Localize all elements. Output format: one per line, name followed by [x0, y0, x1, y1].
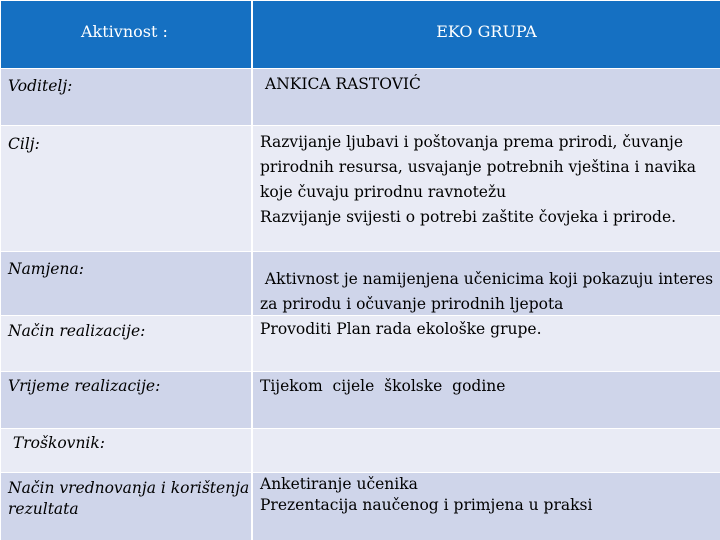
table-row-voditelj — [0, 68, 720, 125]
row-label — [8, 478, 249, 520]
row-value — [260, 267, 713, 317]
value-line: Aktivnost je namijenjena učenicima koji pokazuju interes — [260, 270, 714, 288]
row-value-cell — [251, 68, 720, 125]
row-label-cell — [0, 428, 251, 472]
value-line: Razvijanje svijesti o potrebi zaštite čovjeka i prirode. — [260, 208, 677, 226]
row-value — [260, 130, 696, 230]
row-value: Provoditi Plan rada ekološke grupe. — [260, 320, 542, 338]
value-line: prirodnih resursa, usvajanje potrebnih vještina i navika — [260, 158, 696, 176]
table-row-namjena — [0, 251, 720, 315]
value-line: koje čuvaju prirodnu ravnotežu — [260, 183, 507, 201]
row-label: Voditelj: — [8, 77, 73, 95]
row-value-cell — [251, 125, 720, 251]
row-value: Tijekom cijele školske godine — [260, 377, 506, 395]
row-label: Cilj: — [8, 135, 40, 153]
label-line: rezultata — [8, 500, 79, 518]
row-value-cell — [251, 315, 720, 371]
row-label-cell — [0, 68, 251, 125]
value-line: Prezentacija naučenog i primjena u praksi — [260, 496, 593, 514]
table-row-nacin-vrednovanja — [0, 472, 720, 540]
row-value-cell — [251, 472, 720, 540]
row-label: Troškovnik: — [8, 434, 105, 452]
row-label: Vrijeme realizacije: — [8, 377, 161, 395]
label-line: Način vrednovanja i korištenja — [8, 479, 250, 497]
row-label-cell — [0, 315, 251, 371]
value-line: za prirodu i očuvanje prirodnih ljepota — [260, 295, 564, 313]
table-row-troskovnik — [0, 428, 720, 472]
header-activity-label: Aktivnost : — [0, 0, 251, 68]
row-label: Namjena: — [8, 260, 84, 278]
row-value-cell — [251, 428, 720, 472]
row-label-cell — [0, 371, 251, 428]
row-label-cell — [0, 472, 251, 540]
row-label-cell — [0, 251, 251, 315]
table-row-nacin-realizacije — [0, 315, 720, 371]
row-label-cell — [0, 125, 251, 251]
row-value-cell — [251, 251, 720, 315]
row-value-cell — [251, 371, 720, 428]
table-row-vrijeme-realizacije — [0, 371, 720, 428]
value-line: Razvijanje ljubavi i poštovanja prema prirodi, čuvanje — [260, 133, 683, 151]
row-label: Način realizacije: — [8, 322, 146, 340]
row-value: ANKICA RASTOVIĆ — [265, 75, 421, 93]
header-group-name: EKO GRUPA — [251, 0, 720, 68]
table-header-row — [0, 0, 720, 68]
row-value — [260, 474, 592, 516]
table-row-cilj — [0, 125, 720, 251]
value-line: Anketiranje učenika — [260, 475, 418, 493]
